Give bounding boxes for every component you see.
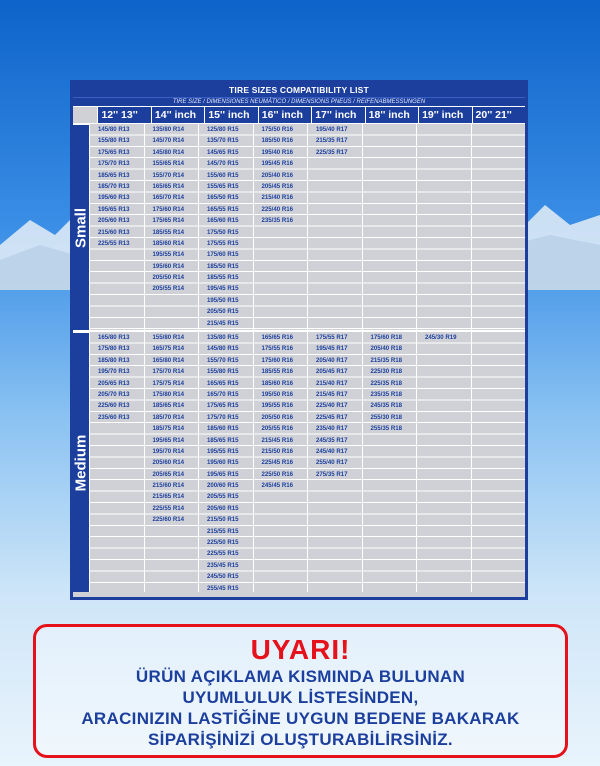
tire-size-cell: 155/80 R13	[98, 137, 130, 145]
small-size-column	[89, 124, 144, 330]
tire-size-cell: 255/35 R18	[370, 425, 403, 433]
tire-size-cell: 215/60 R13	[98, 228, 130, 236]
column-header-20-21: 20'' 21''	[472, 107, 525, 123]
header-spacer	[73, 107, 97, 123]
tire-size-cell: 175/60 R14	[152, 205, 185, 213]
tire-size-cell: 175/50 R15	[207, 228, 239, 236]
tire-size-cell: 235/60 R13	[98, 413, 130, 421]
tire-size-cell: 175/65 R13	[98, 148, 130, 156]
tire-size-cell: 195/40 R17	[316, 126, 348, 133]
tire-size-cell: 185/65 R15	[207, 436, 239, 444]
tire-size-cell: 255/45 R15	[207, 584, 239, 592]
tire-size-cell: 185/65 R13	[98, 171, 130, 179]
tire-size-cell: 195/55 R15	[207, 447, 239, 455]
tire-size-cell: 195/50 R16	[261, 390, 294, 398]
tire-size-cell: 235/35 R16	[261, 217, 294, 225]
table-subtitle: TIRE SIZE / DIMENSIONES NEUMÁTICO / DIMENSIONS PNEUS / REIFENABMESSUNGEN	[73, 97, 525, 106]
tire-size-cell: 205/55 R14	[152, 285, 185, 293]
tire-size-cell: 195/60 R13	[98, 194, 130, 202]
tire-size-cell: 165/65 R15	[207, 379, 239, 387]
tire-size-cell: 185/50 R15	[207, 262, 239, 270]
tire-size-cell: 175/60 R15	[207, 251, 239, 259]
tire-size-cell: 245/50 R15	[207, 573, 239, 581]
tire-size-cell: 165/70 R15	[207, 390, 239, 398]
tire-size-cell: 225/45 R17	[316, 413, 348, 421]
column-header-12-13: 12'' 13''	[97, 107, 150, 123]
small-columns	[89, 124, 525, 330]
tire-size-cell: 225/55 R15	[207, 550, 239, 558]
table-title: TIRE SIZES COMPATIBILITY LIST	[73, 83, 525, 97]
medium-size-column	[144, 332, 199, 592]
tire-size-cell: 165/65 R14	[152, 182, 185, 190]
tire-size-cell: 175/50 R16	[261, 126, 294, 133]
tire-size-cell: 195/65 R15	[207, 470, 239, 478]
tire-size-cell: 205/55 R16	[261, 425, 294, 433]
tire-size-cell: 225/45 R16	[261, 459, 294, 467]
tire-size-cell: 255/40 R17	[316, 459, 348, 467]
tire-size-cell: 145/65 R15	[207, 148, 239, 156]
tire-size-cell: 205/55 R15	[207, 493, 239, 501]
tire-size-cell: 225/40 R16	[261, 205, 294, 213]
tire-size-cell: 175/65 R14	[152, 217, 185, 225]
tire-size-cell: 175/80 R13	[98, 345, 130, 353]
medium-size-column	[307, 332, 362, 592]
tire-size-cell: 245/35 R18	[370, 402, 403, 410]
tire-size-cell: 175/60 R16	[261, 356, 294, 364]
column-header-19: 19'' inch	[418, 107, 471, 123]
column-header-14: 14'' inch	[151, 107, 204, 123]
tire-size-cell: 235/35 R18	[370, 390, 403, 398]
tire-size-cell: 155/65 R14	[152, 160, 185, 168]
tire-size-cell: 205/65 R13	[98, 379, 130, 387]
tire-size-cell: 205/60 R13	[98, 217, 130, 225]
tire-size-cell: 175/55 R15	[207, 239, 239, 247]
small-size-column	[471, 124, 526, 330]
tire-size-cell: 175/65 R15	[207, 402, 239, 410]
small-size-column	[362, 124, 417, 330]
tire-size-cell: 215/50 R16	[261, 447, 294, 455]
tire-size-cell: 185/75 R14	[152, 425, 185, 433]
tire-size-cell: 155/65 R15	[207, 182, 239, 190]
small-size-column	[307, 124, 362, 330]
tire-size-cell: 165/60 R15	[207, 217, 239, 225]
tire-size-cell: 175/70 R13	[98, 160, 130, 168]
tire-size-cell: 185/70 R14	[152, 413, 185, 421]
medium-size-column	[253, 332, 308, 592]
tire-size-cell: 145/70 R14	[152, 137, 185, 145]
tire-size-cell: 195/60 R15	[207, 459, 239, 467]
tire-size-cell: 155/70 R15	[207, 356, 239, 364]
medium-size-column	[362, 332, 417, 592]
tire-size-cell: 195/45 R15	[207, 285, 239, 293]
warning-line: ÜRÜN AÇIKLAMA KISMINDA BULUNAN	[135, 667, 466, 686]
tire-size-cell: 165/50 R15	[207, 194, 239, 202]
column-header-17: 17'' inch	[311, 107, 364, 123]
tire-size-cell: 145/70 R15	[207, 160, 239, 168]
tire-size-cell: 145/80 R15	[207, 345, 239, 353]
tire-size-cell: 185/60 R16	[261, 379, 294, 387]
tire-size-cell: 215/35 R18	[370, 356, 403, 364]
tire-size-cell: 195/40 R16	[261, 148, 294, 156]
tire-size-cell: 235/45 R15	[207, 561, 239, 569]
tire-size-cell: 195/60 R14	[152, 262, 185, 270]
tire-size-cell: 165/70 R14	[152, 194, 185, 202]
tire-size-cell: 205/50 R14	[152, 274, 185, 282]
small-label-text: Small	[72, 207, 90, 248]
medium-columns	[89, 332, 525, 592]
tire-size-cell: 215/65 R14	[152, 493, 185, 501]
small-size-column	[144, 124, 199, 330]
tire-size-cell: 215/45 R15	[207, 319, 239, 327]
small-size-column	[198, 124, 253, 330]
tire-size-cell: 145/80 R13	[98, 126, 130, 133]
tire-size-cell: 245/35 R17	[316, 436, 348, 444]
tire-size-cell: 165/75 R14	[152, 345, 185, 353]
tire-size-cell: 145/80 R14	[152, 148, 185, 156]
tire-size-cell: 165/65 R16	[261, 334, 294, 341]
medium-label-text: Medium	[72, 434, 90, 491]
tire-size-cell: 255/30 R18	[370, 413, 403, 421]
tire-size-cell: 195/70 R14	[152, 447, 185, 455]
tire-size-cell: 155/60 R15	[207, 171, 239, 179]
tire-size-cell: 205/40 R16	[261, 171, 294, 179]
tire-size-cell: 185/65 R14	[152, 402, 185, 410]
column-header-row	[73, 106, 525, 123]
medium-size-column	[89, 332, 144, 592]
small-size-column	[253, 124, 308, 330]
medium-section	[73, 330, 525, 592]
tire-size-cell: 155/80 R15	[207, 368, 239, 376]
tire-size-cell: 215/40 R17	[316, 379, 348, 387]
tire-size-cell: 175/80 R14	[152, 390, 185, 398]
tire-size-cell: 205/40 R18	[370, 345, 403, 353]
tire-size-cell: 205/50 R15	[207, 308, 239, 316]
tire-size-cell: 225/55 R13	[98, 239, 130, 247]
tire-size-cell: 225/60 R13	[98, 402, 130, 410]
tire-size-cell: 175/55 R17	[316, 334, 348, 341]
tire-size-cell: 215/35 R17	[316, 137, 348, 145]
column-header-18: 18'' inch	[365, 107, 418, 123]
tire-size-cell: 225/35 R17	[316, 148, 348, 156]
tire-size-cell: 175/75 R14	[152, 379, 185, 387]
tire-size-cell: 205/45 R17	[316, 368, 348, 376]
tire-size-cell: 195/55 R16	[261, 402, 294, 410]
tire-size-cell: 185/60 R14	[152, 239, 185, 247]
tire-size-cell: 245/45 R16	[261, 482, 294, 490]
tire-size-cell: 215/40 R16	[261, 194, 294, 202]
tire-size-cell: 195/55 R14	[152, 251, 185, 259]
tire-size-cell: 195/65 R13	[98, 205, 130, 213]
tire-size-cell: 225/55 R14	[152, 504, 185, 512]
tire-size-cell: 135/80 R15	[207, 334, 239, 341]
tire-size-cell: 175/60 R18	[370, 334, 403, 341]
tire-size-cell: 200/60 R15	[207, 482, 239, 490]
warning-line: SİPARİŞİNİZİ OLUŞTURABİLİRSİNİZ.	[148, 730, 453, 749]
tire-size-cell: 215/50 R15	[207, 516, 239, 524]
warning-box	[33, 624, 568, 758]
compatibility-table	[70, 80, 528, 600]
tire-size-cell: 175/70 R15	[207, 413, 239, 421]
tire-size-cell: 155/70 R14	[152, 171, 185, 179]
tire-size-cell: 205/45 R16	[261, 182, 294, 190]
tire-size-cell: 205/70 R13	[98, 390, 130, 398]
medium-size-column	[416, 332, 471, 592]
tire-size-cell: 225/50 R15	[207, 539, 239, 547]
tire-size-cell: 235/40 R17	[316, 425, 348, 433]
tire-size-cell: 195/65 R14	[152, 436, 185, 444]
tire-size-cell: 215/45 R16	[261, 436, 294, 444]
tire-size-cell: 185/50 R16	[261, 137, 294, 145]
tire-size-cell: 165/80 R14	[152, 356, 185, 364]
tire-size-cell: 275/35 R17	[316, 470, 348, 478]
tire-size-cell: 225/60 R14	[152, 516, 185, 524]
tire-size-cell: 205/60 R14	[152, 459, 185, 467]
tire-size-cell: 185/80 R13	[98, 356, 130, 364]
tire-size-cell: 225/30 R18	[370, 368, 403, 376]
tire-size-cell: 135/70 R15	[207, 137, 239, 145]
tire-size-cell: 185/55 R16	[261, 368, 294, 376]
tire-size-cell: 225/40 R17	[316, 402, 348, 410]
small-label	[73, 124, 89, 330]
tire-size-cell: 185/70 R13	[98, 182, 130, 190]
tire-size-cell: 135/80 R14	[152, 126, 185, 133]
tire-size-cell: 205/40 R17	[316, 356, 348, 364]
tire-size-cell: 215/55 R15	[207, 527, 239, 535]
tire-size-cell: 185/55 R14	[152, 228, 185, 236]
small-section	[73, 123, 525, 330]
warning-line: ARACINIZIN LASTİĞİNE UYGUN BEDENE BAKARAK	[81, 709, 520, 728]
tire-size-cell: 175/55 R16	[261, 345, 294, 353]
tire-size-cell: 185/60 R15	[207, 425, 239, 433]
tire-size-cell: 195/45 R16	[261, 160, 294, 168]
tire-size-cell: 195/70 R13	[98, 368, 130, 376]
tire-size-cell: 245/40 R17	[316, 447, 348, 455]
tire-size-cell: 195/50 R15	[207, 296, 239, 304]
tire-size-cell: 185/55 R15	[207, 274, 239, 282]
tire-size-cell: 175/70 R14	[152, 368, 185, 376]
column-header-16: 16'' inch	[258, 107, 311, 123]
tire-size-cell: 205/60 R15	[207, 504, 239, 512]
tire-size-cell: 215/60 R14	[152, 482, 185, 490]
medium-size-column	[471, 332, 526, 592]
medium-size-column	[198, 332, 253, 592]
tire-size-cell: 195/45 R17	[316, 345, 348, 353]
tire-size-cell: 225/50 R16	[261, 470, 294, 478]
tire-size-cell: 125/80 R15	[207, 126, 239, 133]
tire-size-cell: 245/30 R19	[425, 334, 457, 341]
tire-size-cell: 205/50 R16	[261, 413, 294, 421]
column-header-15: 15'' inch	[204, 107, 257, 123]
small-size-column	[416, 124, 471, 330]
tire-size-cell: 225/35 R18	[370, 379, 403, 387]
tire-size-cell: 165/55 R15	[207, 205, 239, 213]
warning-line: UYUMLULUK LİSTESİNDEN,	[182, 688, 419, 707]
warning-title: UYARI!	[250, 634, 351, 665]
tire-size-cell: 165/80 R13	[98, 334, 130, 341]
tire-size-cell: 215/45 R17	[316, 390, 348, 398]
medium-label	[73, 332, 89, 592]
tire-size-cell: 155/80 R14	[152, 334, 185, 341]
tire-size-cell: 205/65 R14	[152, 470, 185, 478]
